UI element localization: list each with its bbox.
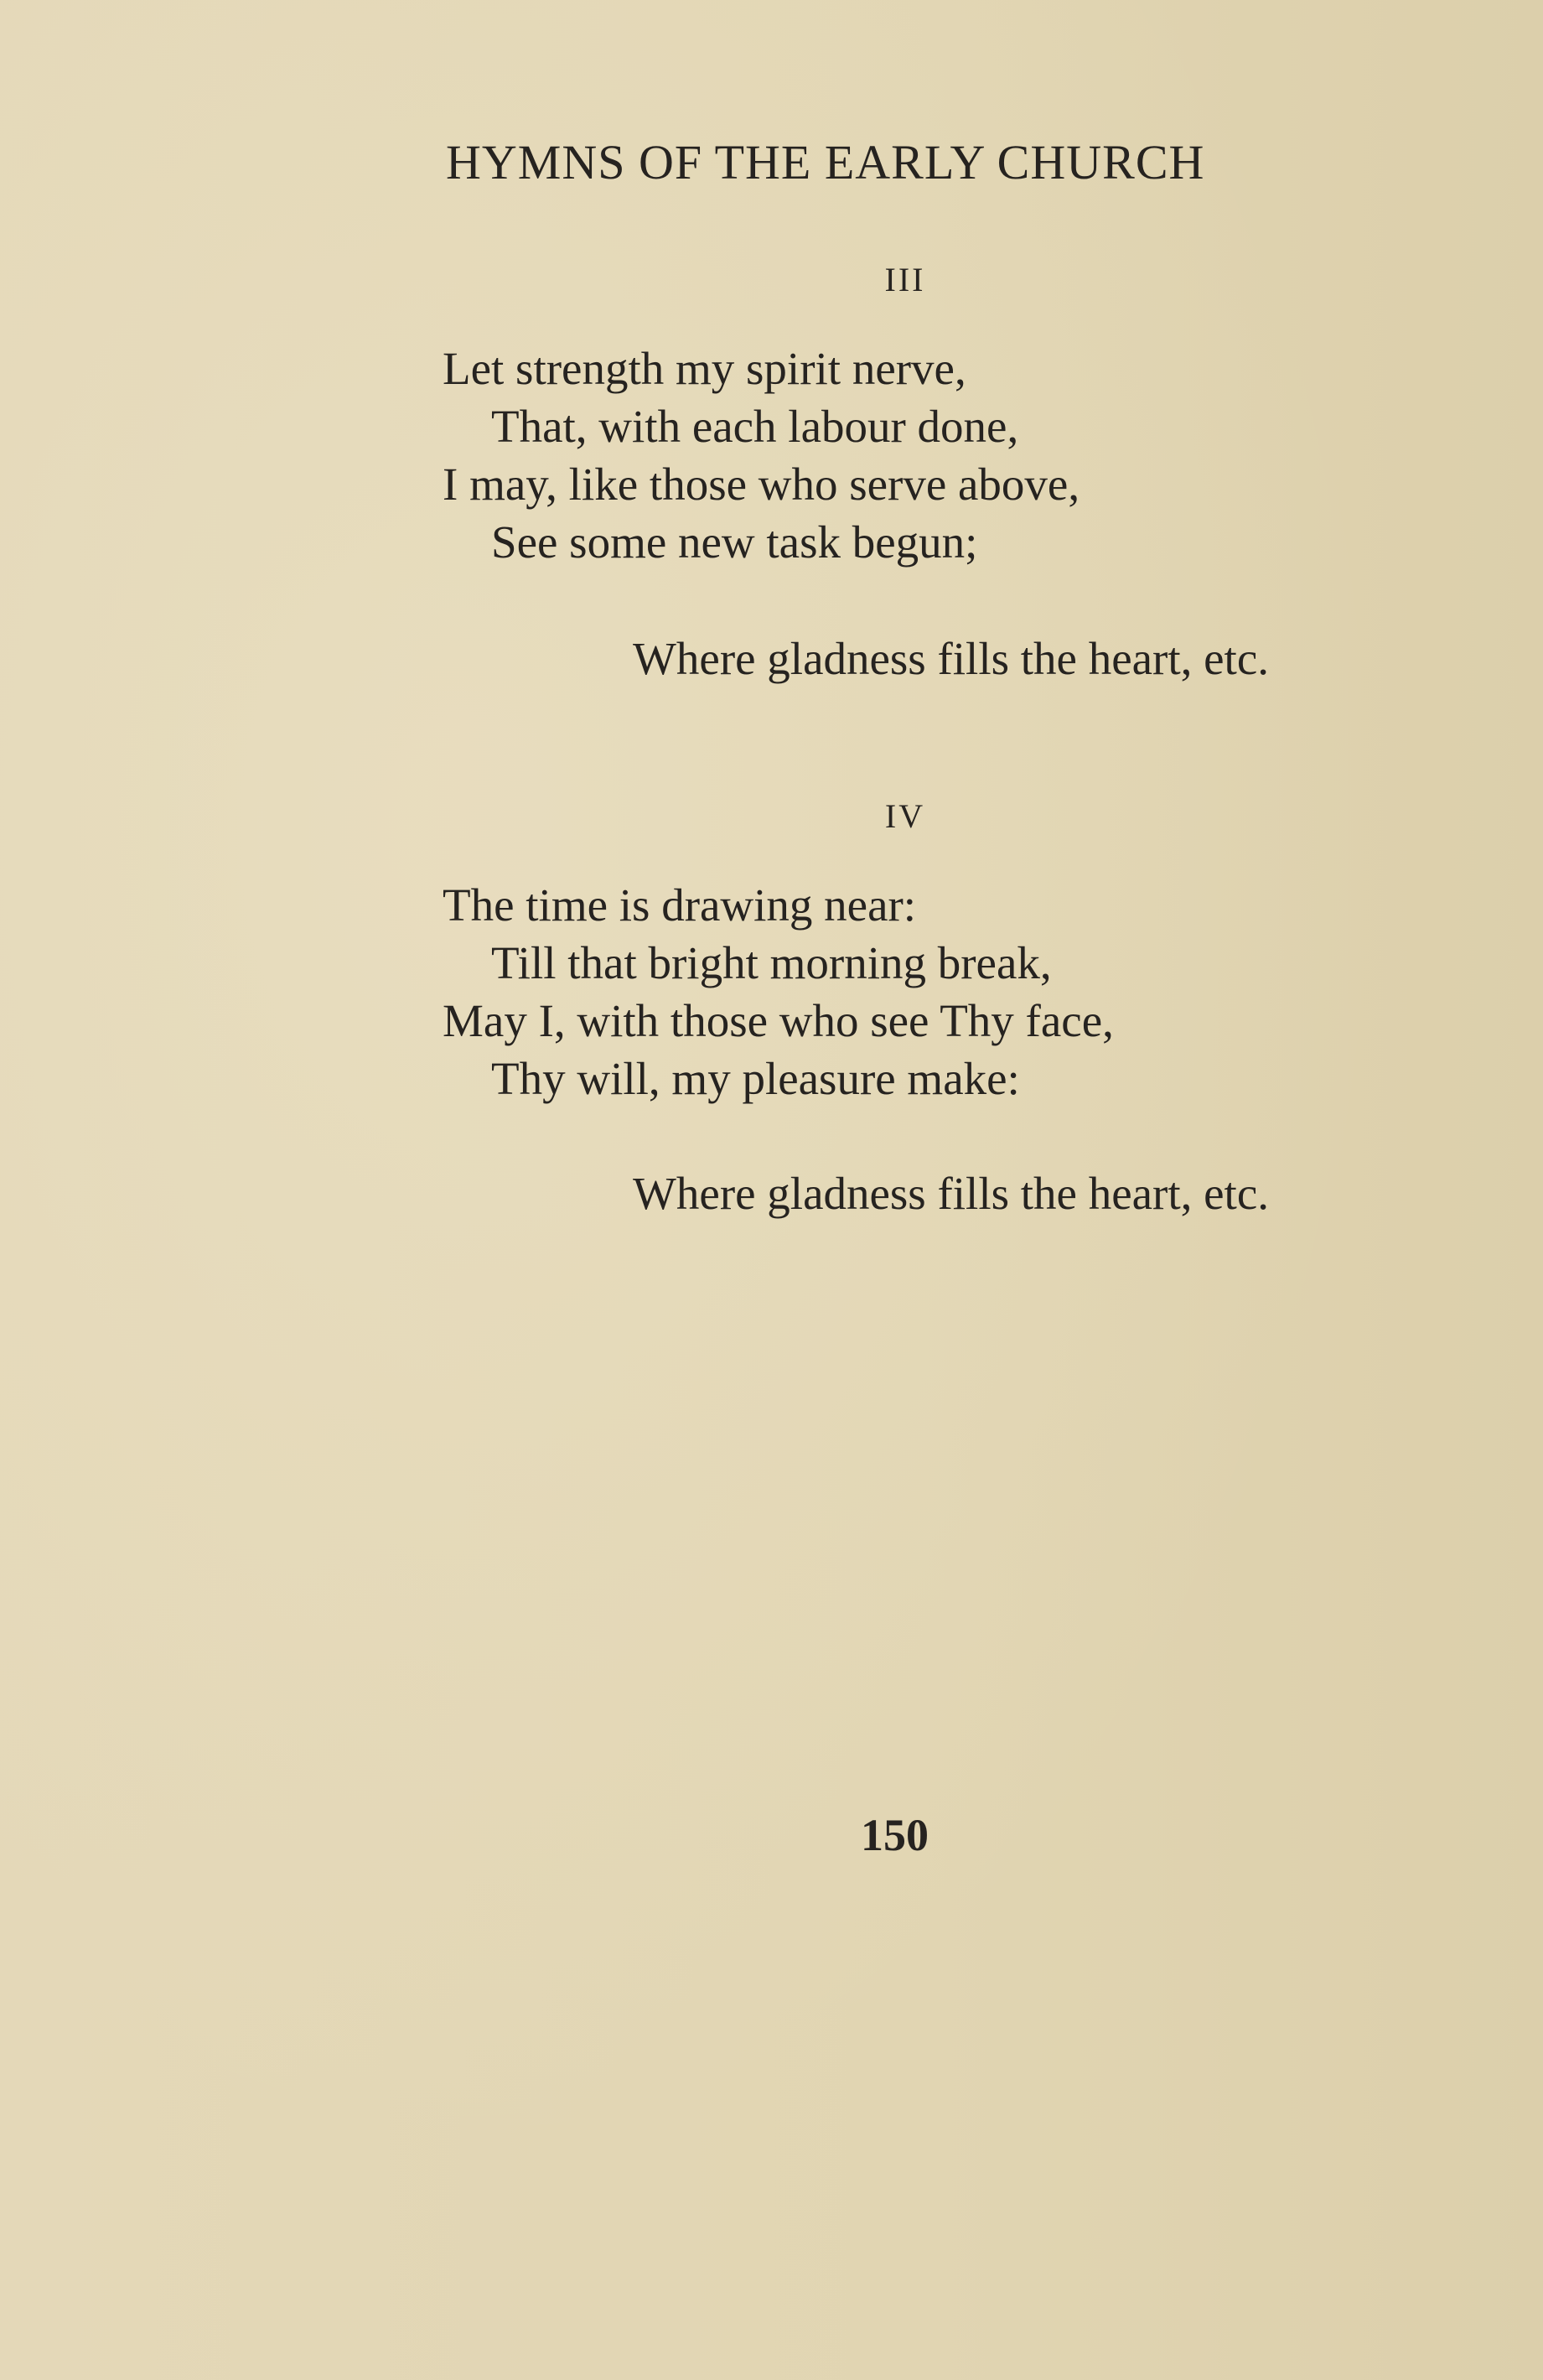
verse-line: That, with each labour done, xyxy=(491,401,1019,452)
verse-line: The time is drawing near: xyxy=(443,879,917,931)
running-head: HYMNS OF THE EARLY CHURCH xyxy=(446,135,1205,189)
verse-line: I may, like those who serve above, xyxy=(443,459,1080,510)
verse-line: Till that bright morning break, xyxy=(491,937,1052,988)
refrain-line: Where gladness fills the heart, etc. xyxy=(633,1168,1269,1219)
stanza-number: IV xyxy=(884,797,926,835)
page-number: 150 xyxy=(861,1810,929,1860)
verse-line: Let strength my spirit nerve, xyxy=(443,343,966,394)
refrain-line: Where gladness fills the heart, etc. xyxy=(633,633,1269,684)
verse-line: May I, with those who see Thy face, xyxy=(443,995,1114,1046)
stanza-number: III xyxy=(884,261,926,298)
verse-line: Thy will, my pleasure make: xyxy=(491,1053,1020,1104)
verse-line: See some new task begun; xyxy=(491,516,978,568)
